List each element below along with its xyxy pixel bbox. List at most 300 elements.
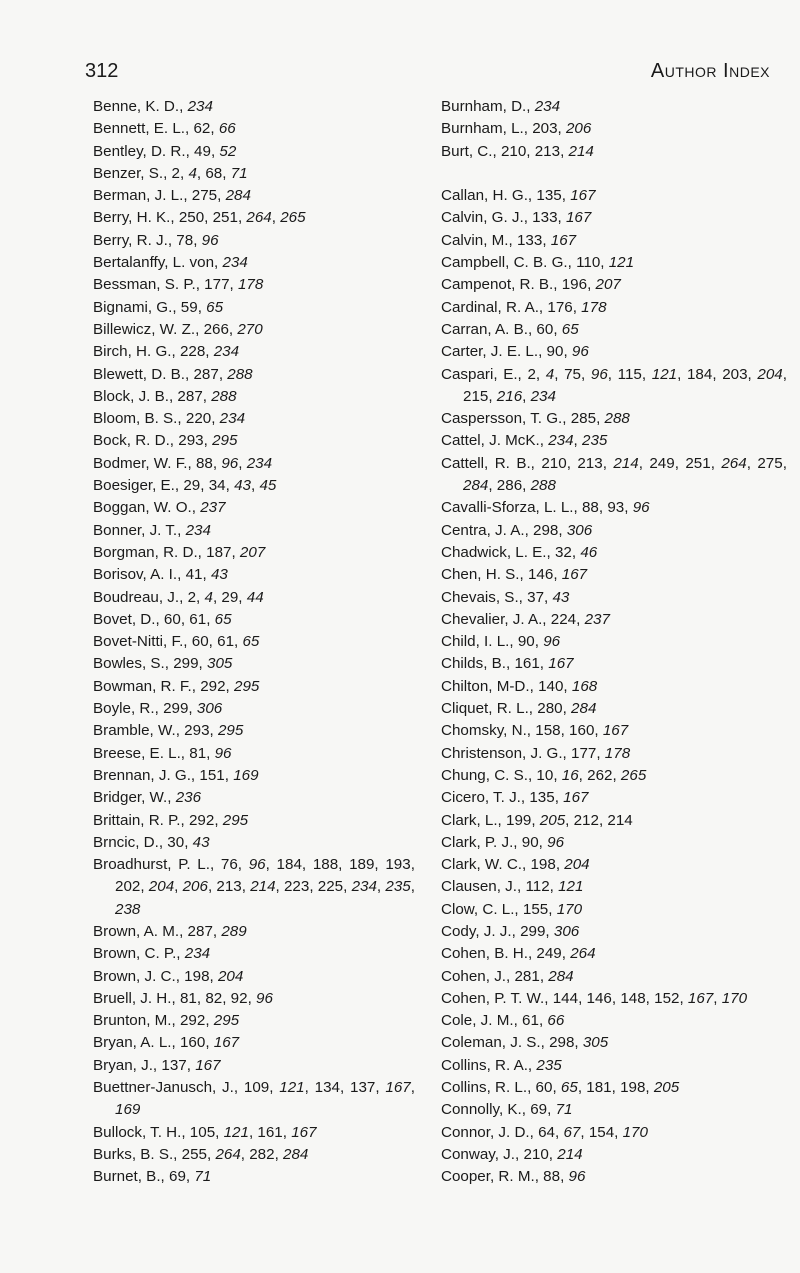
page-ref-reference: 235 <box>536 1056 562 1074</box>
page-ref-text: 154 <box>588 1123 615 1141</box>
index-entry: Block, J. B., 287, 288 <box>93 387 237 405</box>
page-ref-text: 34 <box>208 477 226 495</box>
page-ref-reference: 67 <box>563 1123 581 1141</box>
index-entry: Connor, J. D., 64, 67, 154, 170 <box>441 1123 648 1141</box>
page-ref-reference: 121 <box>223 1123 249 1141</box>
page-ref-text: 275 <box>757 454 783 472</box>
page-ref-reference: 214 <box>613 454 639 472</box>
page-ref-reference: 214 <box>557 1145 583 1163</box>
page-ref-text: 177 <box>204 276 230 294</box>
page-ref-text: 75 <box>564 365 581 383</box>
index-entry: Bloom, B. S., 220, 234 <box>93 410 246 428</box>
page-ref-text: 134 <box>314 1079 340 1097</box>
index-entry: Burt, C., 210, 213, 214 <box>441 142 594 160</box>
page-ref-text: 249 <box>649 454 675 472</box>
page-ref-reference: 65 <box>206 298 224 316</box>
page-ref-reference: 284 <box>225 187 251 205</box>
page-ref-reference: 234 <box>185 521 211 539</box>
page-ref-reference: 167 <box>550 231 577 249</box>
page-ref-text: 148 <box>620 989 646 1007</box>
page-ref-text: 115 <box>617 365 642 383</box>
author-name: Cody, J. J., <box>441 922 516 940</box>
index-entry <box>93 252 415 274</box>
page-ref-reference: 167 <box>213 1034 240 1052</box>
index-entry: Carter, J. E. L., 90, 96 <box>441 343 589 361</box>
page-ref-text: 152 <box>654 989 680 1007</box>
page-ref-text: 88 <box>581 499 599 517</box>
page-ref-text: 184 <box>276 856 302 874</box>
page-ref-reference: 234 <box>246 454 273 472</box>
page-header <box>85 60 770 88</box>
author-name: Carran, A. B., <box>441 320 533 338</box>
page-ref-text: 69 <box>169 1168 186 1186</box>
author-name: Coleman, J. S., <box>441 1034 545 1052</box>
page-ref-text: 293 <box>178 432 204 450</box>
index-entry: Callan, H. G., 135, 167 <box>441 187 596 205</box>
page-ref-text: 135 <box>529 789 555 807</box>
author-name: Breese, E. L., <box>93 744 186 762</box>
page-ref-reference: 306 <box>196 700 223 718</box>
page-ref-text: 196 <box>561 276 588 294</box>
page-ref-text: 37 <box>527 588 545 606</box>
page-ref-reference: 305 <box>207 655 233 673</box>
author-name: Burnet, B., <box>93 1168 165 1186</box>
page-ref-reference: 234 <box>530 387 556 405</box>
page-ref-reference: 206 <box>565 120 592 138</box>
index-entry: Connolly, K., 69, 71 <box>441 1101 573 1119</box>
letter-group-gap <box>441 163 787 185</box>
page-ref-reference: 71 <box>555 1101 573 1119</box>
page-ref-text: 146 <box>586 989 612 1007</box>
page-number: 312 <box>85 60 119 82</box>
author-name: Birch, H. G., <box>93 343 176 361</box>
page-ref-text: 213 <box>577 454 603 472</box>
index-entry: Campbell, C. B. G., 110, 121 <box>441 254 635 272</box>
page-ref-text: 176 <box>547 298 573 316</box>
author-name: Burnham, L., <box>441 120 528 138</box>
index-entry: Bruell, J. H., 81, 82, 92, 96 <box>93 989 273 1007</box>
author-name: Bryan, A. L., <box>93 1034 176 1052</box>
page-ref-reference: 295 <box>222 811 249 829</box>
page-ref-reference: 43 <box>192 833 210 851</box>
page-ref-reference: 295 <box>213 1012 240 1030</box>
index-entry: Carran, A. B., 60, 65 <box>441 320 579 338</box>
page-ref-text: 214 <box>607 811 633 829</box>
author-name: Bruell, J. H., <box>93 989 176 1007</box>
index-entry: Birch, H. G., 228, 234 <box>93 343 240 361</box>
author-name: Brown, C. P., <box>93 945 181 963</box>
index-entry: Cardinal, R. A., 176, 178 <box>441 298 607 316</box>
index-entry: Christenson, J. G., 177, 178 <box>441 744 631 762</box>
index-entry: Chadwick, L. E., 32, 46 <box>441 543 598 561</box>
page-ref-text: 133 <box>532 209 558 227</box>
page-ref-text: 69 <box>530 1101 548 1119</box>
index-entry: Benzer, S., 2, 4, 68, 71 <box>93 164 248 182</box>
page-ref-reference: 167 <box>602 722 629 740</box>
author-name: Berry, H. K., <box>93 209 175 227</box>
index-entry: Clow, C. L., 155, 170 <box>441 900 583 918</box>
page-ref-reference: 167 <box>195 1056 221 1074</box>
index-entry: Burnham, L., 203, 206 <box>441 120 592 138</box>
index-entry <box>93 96 415 118</box>
page-ref-reference: 167 <box>548 655 574 673</box>
author-name: Bovet-Nitti, F., <box>93 633 188 651</box>
author-name: Centra, J. A., <box>441 521 529 539</box>
index-entry: Cohen, P. T. W., 144, 146, 148, 152, 167, 170 <box>441 989 748 1007</box>
page-ref-text: 203 <box>722 365 748 383</box>
page-ref-text: 210 <box>500 142 527 160</box>
author-name: Bennett, E. L., <box>93 120 190 138</box>
author-name: Chilton, M-D., <box>441 677 534 695</box>
page-ref-text: 287 <box>187 922 213 940</box>
page-ref-reference: 178 <box>237 276 264 294</box>
index-entry: Cavalli-Sforza, L. L., 88, 93, 96 <box>441 499 650 517</box>
page-ref-reference: 45 <box>259 477 277 495</box>
index-entry: Boudreau, J., 2, 4, 29, 44 <box>93 588 264 606</box>
page-ref-reference: 96 <box>214 744 232 762</box>
page-ref-text: 220 <box>185 410 212 428</box>
author-name: Boudreau, J., <box>93 588 184 606</box>
page-ref-reference: 264 <box>215 1145 241 1163</box>
author-name: Cavalli-Sforza, L. L., <box>441 499 578 517</box>
index-entry <box>93 520 415 542</box>
index-entry: Bovet, D., 60, 61, 65 <box>93 610 232 628</box>
index-entry: Bowman, R. F., 292, 295 <box>93 677 260 695</box>
author-name: Callan, H. G., <box>441 187 533 205</box>
author-name: Caspersson, T. G., <box>441 410 567 428</box>
page-ref-reference: 121 <box>651 365 678 383</box>
index-entry <box>93 497 415 519</box>
page-ref-reference: 65 <box>561 320 579 338</box>
page-ref-reference: 264 <box>246 209 272 227</box>
author-name: Connor, J. D., <box>441 1123 534 1141</box>
index-entry: Calvin, G. J., 133, 167 <box>441 209 592 227</box>
page-ref-text: 61 <box>522 1012 539 1030</box>
author-name: Bodmer, W. F., <box>93 454 192 472</box>
index-entry: Burks, B. S., 255, 264, 282, 284 <box>93 1145 309 1163</box>
page-ref-text: 2 <box>527 365 536 383</box>
author-name: Cardinal, R. A., <box>441 298 544 316</box>
author-name: Chevais, S., <box>441 588 523 606</box>
page-ref-reference: 206 <box>182 878 208 896</box>
page-ref-reference: 96 <box>590 365 608 383</box>
page-ref-text: 181 <box>586 1079 612 1097</box>
page-ref-text: 93 <box>607 499 625 517</box>
page-ref-text: 90 <box>521 833 539 851</box>
page-ref-reference: 204 <box>217 967 244 985</box>
author-name: Bonner, J. T., <box>93 521 182 539</box>
author-name: Cliquet, R. L., <box>441 700 534 718</box>
page-ref-text: 160 <box>179 1034 206 1052</box>
page-ref-text: 155 <box>522 900 549 918</box>
page-ref-text: 32 <box>554 543 572 561</box>
index-entry: Brown, A. M., 287, 289 <box>93 922 247 940</box>
page-ref-reference: 169 <box>233 766 259 784</box>
author-name: Connolly, K., <box>441 1101 526 1119</box>
page-ref-text: 202 <box>115 878 141 896</box>
author-name: Berry, R. J., <box>93 231 173 249</box>
page-ref-reference: 65 <box>214 610 232 628</box>
index-column-left <box>93 96 415 1189</box>
author-name: Bowman, R. F., <box>93 677 196 695</box>
page-ref-reference: 65 <box>560 1079 578 1097</box>
page-ref-text: 298 <box>549 1034 575 1052</box>
page-ref-text: 29 <box>221 588 239 606</box>
author-name: Clow, C. L., <box>441 900 519 918</box>
page-ref-reference: 168 <box>571 677 598 695</box>
page-ref-text: 10 <box>536 766 554 784</box>
page-ref-reference: 306 <box>566 521 593 539</box>
page-ref-reference: 170 <box>721 989 748 1007</box>
page-ref-text: 224 <box>550 610 577 628</box>
page-ref-text: 62 <box>193 120 211 138</box>
page-ref-text: 249 <box>536 945 562 963</box>
page-ref-text: 109 <box>243 1079 270 1097</box>
index-entry: Bryan, J., 137, 167 <box>93 1056 221 1074</box>
page-ref-text: 210 <box>523 1145 549 1163</box>
page-ref-text: 76 <box>220 856 238 874</box>
index-entry: Brunton, M., 292, 295 <box>93 1012 240 1030</box>
page-ref-reference: 66 <box>547 1012 565 1030</box>
page-ref-reference: 289 <box>221 922 247 940</box>
author-name: Borisov, A. I., <box>93 566 182 584</box>
page-ref-reference: 284 <box>571 700 597 718</box>
page-ref-reference: 167 <box>385 1079 411 1097</box>
page-ref-reference: 216 <box>496 387 523 405</box>
page-ref-reference: 288 <box>604 410 630 428</box>
page-ref-text: 228 <box>179 343 206 361</box>
page-ref-reference: 205 <box>539 811 566 829</box>
page-ref-reference: 4 <box>545 365 555 383</box>
author-name: Benne, K. D., <box>93 98 184 115</box>
index-entry: Campenot, R. B., 196, 207 <box>441 276 621 294</box>
page-ref-text: 187 <box>206 543 232 561</box>
index-entry: Cliquet, R. L., 280, 284 <box>441 700 597 718</box>
index-entry: Bignami, G., 59, 65 <box>93 298 224 316</box>
page-ref-text: 210 <box>541 454 567 472</box>
page-ref-reference: 270 <box>237 320 263 338</box>
page-ref-text: 2 <box>187 588 197 606</box>
author-name: Buettner-Janusch, J., <box>93 1079 239 1097</box>
index-entry: Bessman, S. P., 177, 178 <box>93 276 264 294</box>
author-name: Bertalanffy, L. von, <box>93 254 219 272</box>
page-ref-text: 158 <box>535 722 561 740</box>
page-ref-reference: 96 <box>248 856 266 874</box>
page-ref-reference: 284 <box>283 1145 309 1163</box>
author-name: Cooper, R. M., <box>441 1168 539 1186</box>
page-ref-text: 151 <box>199 766 225 784</box>
author-name: Brown, A. M., <box>93 922 184 940</box>
page-ref-text: 280 <box>537 700 563 718</box>
page-ref-text: 184 <box>686 365 713 383</box>
page-ref-text: 213 <box>534 142 561 160</box>
index-entry: Berry, R. J., 78, 96 <box>93 231 219 249</box>
author-name: Chevalier, J. A., <box>441 610 547 628</box>
index-entry: Cicero, T. J., 135, 167 <box>441 789 589 807</box>
page-ref-text: 251 <box>685 454 711 472</box>
page-ref-text: 212 <box>573 811 599 829</box>
page-ref-text: 215 <box>463 387 489 405</box>
index-entry: Conway, J., 210, 214 <box>441 1145 583 1163</box>
page-ref-reference: 264 <box>721 454 747 472</box>
page-ref-reference: 167 <box>563 789 589 807</box>
page-ref-text: 92 <box>230 989 248 1007</box>
page-ref-reference: 96 <box>256 989 273 1007</box>
author-name: Bullock, T. H., <box>93 1123 186 1141</box>
index-entry: Brown, J. C., 198, 204 <box>93 967 244 985</box>
index-entry: Chevais, S., 37, 43 <box>441 588 570 606</box>
index-entry <box>441 1055 787 1077</box>
page-ref-reference: 214 <box>568 142 594 160</box>
page-ref-reference: 96 <box>568 1168 586 1186</box>
author-name: Collins, R. L., <box>441 1079 532 1097</box>
page-ref-reference: 237 <box>200 499 226 517</box>
author-name: Block, J. B., <box>93 387 174 405</box>
index-entry: Childs, B., 161, 167 <box>441 655 574 673</box>
page-ref-reference: 265 <box>280 209 306 227</box>
author-name: Caspari, E., <box>441 365 522 383</box>
page-ref-reference: 71 <box>230 164 248 182</box>
index-entry: Collins, R. L., 60, 65, 181, 198, 205 <box>441 1079 680 1097</box>
index-entry: Cooper, R. M., 88, 96 <box>441 1168 586 1186</box>
page-ref-text: 2 <box>171 164 180 182</box>
author-name: Bentley, D. R., <box>93 142 190 160</box>
page-ref-reference: 52 <box>219 142 237 160</box>
author-name: Chadwick, L. E., <box>441 543 551 561</box>
page-ref-text: 59 <box>180 298 198 316</box>
author-name: Bramble, W., <box>93 722 180 740</box>
page-ref-text: 78 <box>176 231 194 249</box>
author-name: Clausen, J., <box>441 878 522 896</box>
page-ref-reference: 306 <box>553 922 580 940</box>
page-ref-reference: 96 <box>543 633 561 651</box>
page-ref-text: 198 <box>184 967 210 985</box>
index-entry: Centra, J. A., 298, 306 <box>441 521 593 539</box>
index-entry: Berman, J. L., 275, 284 <box>93 187 251 205</box>
page-ref-reference: 295 <box>212 432 238 450</box>
page-ref-text: 161 <box>514 655 540 673</box>
author-name: Cicero, T. J., <box>441 789 526 807</box>
page-ref-reference: 204 <box>148 878 175 896</box>
page-ref-reference: 238 <box>115 900 141 918</box>
page-ref-reference: 96 <box>201 231 219 249</box>
page-ref-reference: 43 <box>234 477 251 495</box>
author-name: Bovet, D., <box>93 610 160 628</box>
index-entry: Bowles, S., 299, 305 <box>93 655 233 673</box>
page-ref-text: 140 <box>538 677 564 695</box>
page-ref-reference: 236 <box>175 789 202 807</box>
index-entry: Borgman, R. D., 187, 207 <box>93 543 266 561</box>
page-ref-reference: 96 <box>221 454 239 472</box>
page-ref-text: 281 <box>514 967 540 985</box>
page-ref-text: 68 <box>205 164 223 182</box>
page-ref-reference: 66 <box>218 120 236 138</box>
author-name: Calvin, M., <box>441 231 513 249</box>
page-ref-text: 292 <box>188 811 215 829</box>
page-ref-text: 29 <box>183 477 201 495</box>
index-entry: Coleman, J. S., 298, 305 <box>441 1034 609 1052</box>
index-entry: Bovet-Nitti, F., 60, 61, 65 <box>93 633 260 651</box>
page-ref-text: 49 <box>194 142 211 160</box>
author-name: Burt, C., <box>441 142 497 160</box>
index-entry: Burnet, B., 69, 71 <box>93 1168 212 1186</box>
page-ref-text: 250 <box>178 209 205 227</box>
index-entry: Boesiger, E., 29, 34, 43, 45 <box>93 477 277 495</box>
index-entry: Blewett, D. B., 287, 288 <box>93 365 253 383</box>
index-entry: Bentley, D. R., 49, 52 <box>93 142 237 160</box>
page-ref-reference: 288 <box>211 387 237 405</box>
page-ref-text: 90 <box>517 633 535 651</box>
page-ref-text: 203 <box>532 120 558 138</box>
page-ref-text: 110 <box>576 254 601 272</box>
author-name: Blewett, D. B., <box>93 365 190 383</box>
author-name: Boggan, W. O., <box>93 499 196 517</box>
page-ref-reference: 167 <box>561 566 588 584</box>
author-name: Childs, B., <box>441 655 511 673</box>
index-entry: Boyle, R., 299, 306 <box>93 700 223 718</box>
page-ref-reference: 205 <box>653 1079 680 1097</box>
index-entry: Billewicz, W. Z., 266, 270 <box>93 320 263 338</box>
page-ref-reference: 178 <box>581 298 607 316</box>
page-ref-text: 144 <box>552 989 579 1007</box>
index-entry: Caspersson, T. G., 285, 288 <box>441 410 630 428</box>
page-ref-text: 189 <box>349 856 375 874</box>
author-name: Chung, C. S., <box>441 766 533 784</box>
author-name: Clark, W. C., <box>441 856 527 874</box>
page-ref-text: 188 <box>312 856 339 874</box>
index-entry: Caspari, E., 2, 4, 75, 96, 115, 121, 184, 203, 204, 215, 216, 234 <box>441 365 787 405</box>
page-ref-text: 223 <box>283 878 310 896</box>
page-ref-reference: 234 <box>213 343 240 361</box>
page-ref-reference: 43 <box>210 566 228 584</box>
page-ref-text: 81 <box>179 989 197 1007</box>
index-entry: Cattel, J. McK., 234, 235 <box>441 432 608 450</box>
page-ref-text: 299 <box>520 922 546 940</box>
index-entry: Clark, L., 199, 205, 212, 214 <box>441 811 633 829</box>
page-ref-text: 88 <box>195 454 213 472</box>
author-name: Brennan, J. G., <box>93 766 196 784</box>
page-ref-text: 146 <box>527 566 554 584</box>
page-ref-text: 287 <box>193 365 219 383</box>
index-entry <box>93 943 415 965</box>
author-name: Collins, R. A., <box>441 1056 533 1074</box>
page-ref-reference: 234 <box>548 432 574 450</box>
page-ref-reference: 288 <box>530 477 556 495</box>
page-ref-reference: 96 <box>547 833 565 851</box>
page-ref-text: 88 <box>543 1168 561 1186</box>
page-ref-reference: 234 <box>187 98 213 115</box>
page-ref-text: 198 <box>620 1079 646 1097</box>
page-ref-reference: 214 <box>250 878 276 896</box>
author-name: Cohen, J., <box>441 967 511 985</box>
author-name: Carter, J. E. L., <box>441 343 543 361</box>
author-name: Burnham, D., <box>441 98 531 115</box>
author-name: Bignami, G., <box>93 298 177 316</box>
page-ref-reference: 234 <box>219 410 246 428</box>
page-ref-reference: 170 <box>556 900 583 918</box>
author-name: Brunton, M., <box>93 1012 176 1030</box>
page-ref-reference: 295 <box>234 677 260 695</box>
page-ref-reference: 204 <box>757 365 783 383</box>
author-name: Calvin, G. J., <box>441 209 528 227</box>
page-ref-text: 275 <box>191 187 218 205</box>
author-name: Chen, H. S., <box>441 566 524 584</box>
page-ref-text: 198 <box>530 856 556 874</box>
page-ref-text: 90 <box>546 343 564 361</box>
author-name: Burks, B. S., <box>93 1145 178 1163</box>
page-ref-text: 161 <box>257 1123 283 1141</box>
author-name: Boesiger, E., <box>93 477 180 495</box>
